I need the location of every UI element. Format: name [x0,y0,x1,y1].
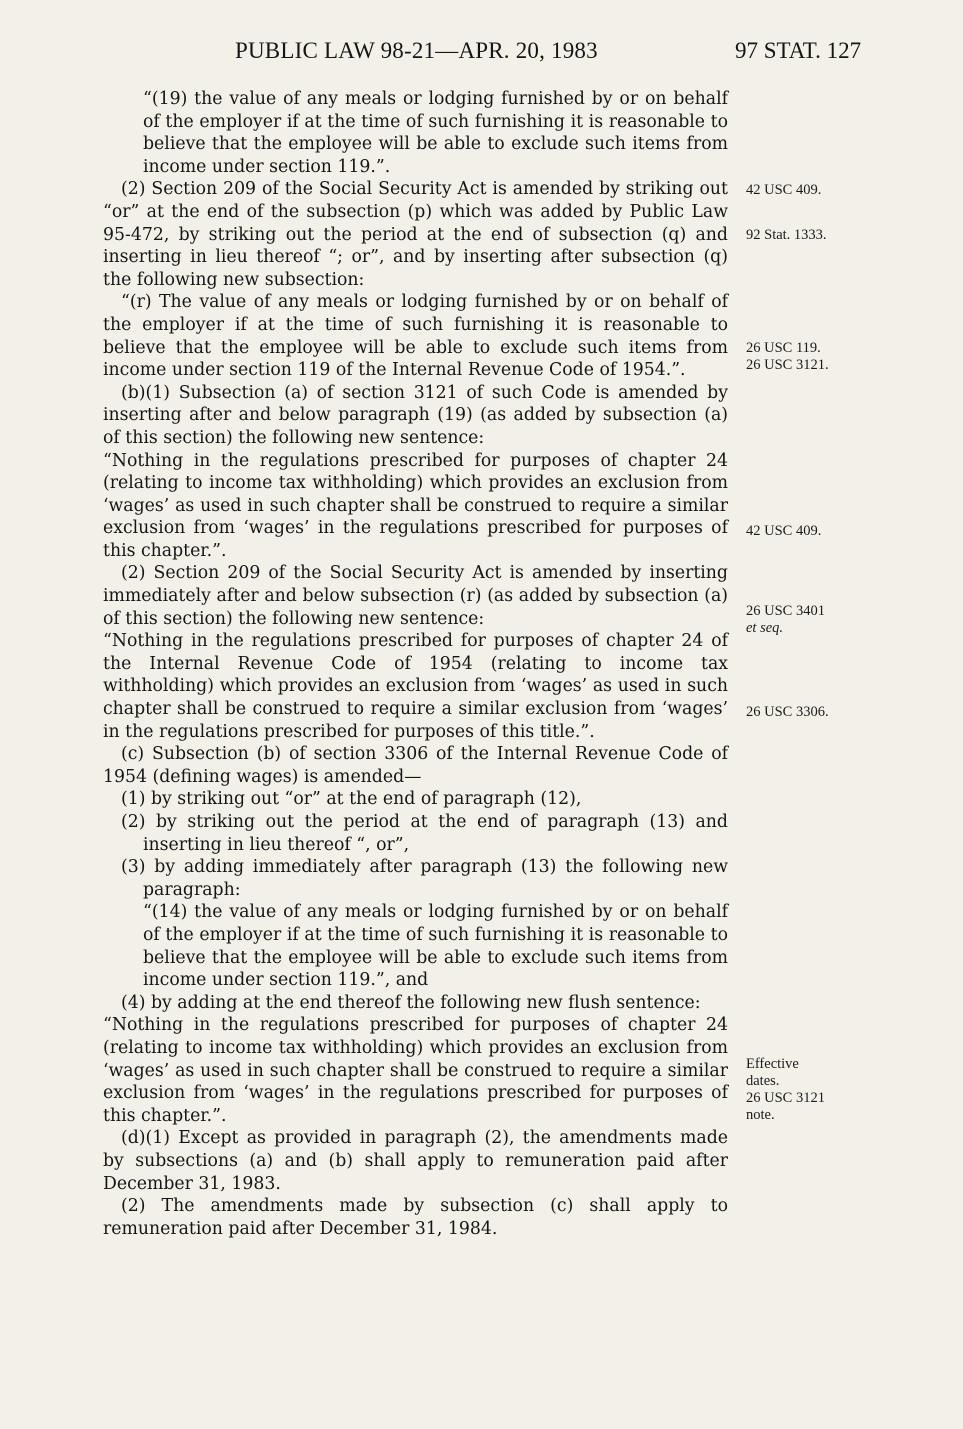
paragraph-c4-sentence: “Nothing in the regulations prescribed for purposes of chapter 24 (relating to income tax withholding) which provides an exclusion from ‘wages’ as used in such chapter shall be construed to require a similar exclusion from ‘wages’ in the regulations prescribed for purposes of this chapter.”. [103,1015,728,1126]
public-law-title: PUBLIC LAW 98-21—APR. 20, 1983 [235,38,598,63]
margin-note-dates: dates. [746,1073,780,1089]
paragraph-14-quote: “(14) the value of any meals or lodging furnished by or on behalf of the employer if at the time of such furnishing it is reasonable to believe that the employee will be able to exclude such items from income under section 119.”, and [143,902,728,991]
paragraph-c1: (1) by striking out “or” at the end of paragraph (12), [121,789,582,810]
margin-note-42-usc-409: 42 USC 409. [746,182,822,198]
margin-note-42-usc-409-second: 42 USC 409. [746,523,822,539]
paragraph-b2: (2) Section 209 of the Social Security Act is amended by inserting immediately after and below subsection (r) (as added by subsection (a) of this section) the following new sentence: [103,563,728,629]
margin-note-26-usc-3401 [746,603,825,637]
margin-note-26-usc-3306: 26 USC 3306. [746,704,829,720]
margin-note-et-seq: et seq. [746,620,784,636]
margin-note-26-usc-119: 26 USC 119. [746,340,821,356]
paragraph-c4: (4) by adding at the end thereof the following new flush sentence: [121,992,701,1013]
margin-note-note: note. [746,1107,775,1123]
paragraph-19-quote: “(19) the value of any meals or lodging furnished by or on behalf of the employer if at the time of such furnishing it is reasonable to believe that the employee will be able to exclude such items from income under section 119.”. [143,89,728,177]
statute-page-number: 97 STAT. 127 [735,38,862,63]
paragraph-c3: (3) by adding immediately after paragraph (13) the following new paragraph: [121,857,728,900]
paragraph-d2: (2) The amendments made by subsection (c) shall apply to remuneration paid after December 31, 1984. [103,1196,728,1239]
body-text [103,88,728,1240]
paragraph-r-quote: “(r) The value of any meals or lodging furnished by or on behalf of the employer if at the time of such furnishing it is reasonable to believe that the employee will be able to exclude such items from income under section 119 of the Internal Revenue Code of 1954.”. [103,292,728,381]
paragraph-b2-sentence: “Nothing in the regulations prescribed for purposes of chapter 24 of the Internal Revenue Code of 1954 (relating to income tax withholding) which provides an exclusion from ‘wages’ as used in such chapter shall be construed to require a similar exclusion from ‘wages’ in the regulations prescribed for purposes of this title.”. [103,631,728,742]
paragraph-b1: (b)(1) Subsection (a) of section 3121 of such Code is amended by inserting after and below paragraph (19) (as added by subsection (a) of this section) the following new sentence: [103,382,728,448]
margin-note-92-stat-1333: 92 Stat. 1333. [746,227,827,243]
margin-note-26-usc-3401-line: 26 USC 3401 [746,603,825,619]
paragraph-d1: (d)(1) Except as provided in paragraph (2), the amendments made by subsections (a) and (b) shall apply to remuneration paid after December 31, 1983. [103,1128,728,1194]
page-header [0,38,963,74]
paragraph-b1-sentence: “Nothing in the regulations prescribed for purposes of chapter 24 (relating to income tax withholding) which provides an exclusion from ‘wages’ as used in such chapter shall be construed to require a similar exclusion from ‘wages’ in the regulations prescribed for purposes of this chapter.”. [103,450,728,561]
margin-note-26-usc-3121-note: 26 USC 3121 [746,1090,825,1106]
paragraph-c: (c) Subsection (b) of section 3306 of the Internal Revenue Code of 1954 (defining wages) is amended— [103,744,728,787]
margin-note-effective-dates [746,1056,825,1124]
paragraph-a2: (2) Section 209 of the Social Security Act is amended by striking out “or” at the end of the subsection (p) which was added by Public Law 95-472, by striking out the period at the end of subsection (q) and inserting in lieu thereof “; or”, and by inserting after subsection (q) the following new subsection: [103,179,728,290]
paragraph-c2: (2) by striking out the period at the end of paragraph (13) and inserting in lieu thereof “, or”, [121,812,728,855]
margin-note-26-usc-3121: 26 USC 3121. [746,357,829,373]
margin-note-effective: Effective [746,1056,799,1072]
